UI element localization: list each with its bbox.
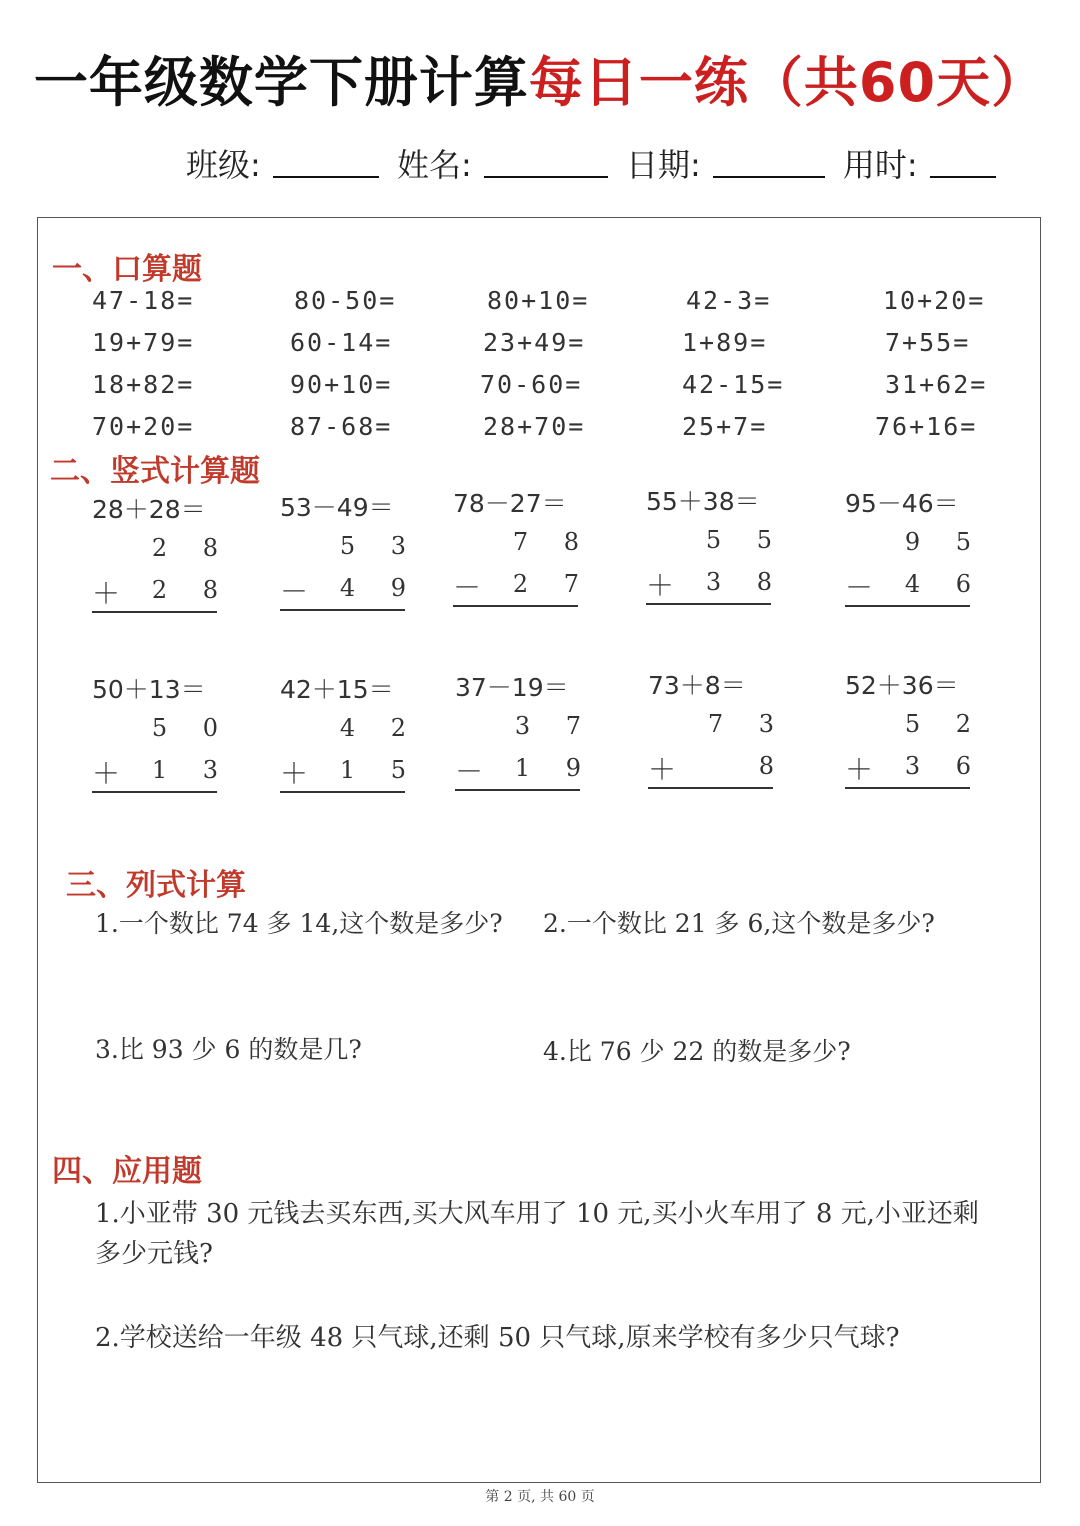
oral-question: 90+10= xyxy=(290,370,393,399)
vertical-problem xyxy=(280,670,420,820)
worksheet-frame xyxy=(37,217,1041,1483)
vertical-problem xyxy=(646,482,786,632)
oral-row xyxy=(0,370,1080,406)
operator-sign: ＋ xyxy=(92,577,121,610)
oral-row xyxy=(0,286,1080,322)
vertical-problem xyxy=(648,666,788,816)
time-label: 用时: xyxy=(842,146,918,184)
oral-row xyxy=(0,328,1080,364)
vertical-bottom-number: 1 5 xyxy=(339,756,420,784)
vertical-top-number: 3 7 xyxy=(514,712,595,740)
operator-sign: － xyxy=(453,571,482,604)
vertical-problem xyxy=(455,668,595,818)
vertical-top-number: 4 2 xyxy=(339,714,420,742)
oral-question: 25+7= xyxy=(682,412,768,441)
application-problem xyxy=(95,1194,1000,1274)
oral-question: 70+20= xyxy=(92,412,195,441)
oral-question: 10+20= xyxy=(883,286,986,315)
oral-question: 23+49= xyxy=(483,328,586,357)
answer-line xyxy=(648,787,773,789)
oral-question: 19+79= xyxy=(92,328,195,357)
name-blank[interactable] xyxy=(484,146,608,178)
date-label: 日期: xyxy=(625,146,701,184)
oral-question: 80-50= xyxy=(294,286,397,315)
word-problem: 3.比 93 少 6 的数是几? xyxy=(95,1035,362,1064)
section3-title: 三、列式计算 xyxy=(66,868,246,903)
date-blank[interactable] xyxy=(713,146,825,178)
student-info-fields xyxy=(186,140,1004,186)
vertical-expression: 95－46＝ xyxy=(845,489,959,518)
oral-question: 7+55= xyxy=(885,328,971,357)
vertical-problem xyxy=(845,484,985,634)
title-highlight: 每日一练（共60天） xyxy=(528,51,1047,114)
oral-question: 60-14= xyxy=(290,328,393,357)
oral-question: 76+16= xyxy=(875,412,978,441)
operator-sign: － xyxy=(845,571,874,604)
oral-question: 42-3= xyxy=(686,286,772,315)
oral-question: 70-60= xyxy=(480,370,583,399)
answer-line xyxy=(280,609,405,611)
class-blank[interactable] xyxy=(273,146,379,178)
operator-sign: － xyxy=(280,575,309,608)
vertical-problem xyxy=(280,488,420,638)
vertical-expression: 42＋15＝ xyxy=(280,675,394,704)
vertical-top-number: 7 8 xyxy=(512,528,593,556)
operator-sign: － xyxy=(455,755,484,788)
section2-title: 二、竖式计算题 xyxy=(50,454,260,489)
page-title xyxy=(0,40,1080,117)
vertical-top-number: 5 2 xyxy=(904,710,985,738)
operator-sign: ＋ xyxy=(280,757,309,790)
oral-question: 28+70= xyxy=(483,412,586,441)
vertical-top-number: 5 5 xyxy=(705,526,786,554)
answer-line xyxy=(453,605,578,607)
vertical-bottom-number: 1 3 xyxy=(151,756,232,784)
word-problem: 2.一个数比 21 多 6,这个数是多少? xyxy=(543,909,935,938)
application-problem xyxy=(95,1318,1000,1358)
vertical-bottom-number: 2 7 xyxy=(512,570,593,598)
title-main: 一年级数学下册计算 xyxy=(33,51,529,114)
vertical-expression: 28＋28＝ xyxy=(92,495,206,524)
class-label: 班级: xyxy=(186,146,261,184)
page-footer: 第 2 页, 共 60 页 xyxy=(485,1489,595,1505)
vertical-expression: 55＋38＝ xyxy=(646,487,760,516)
oral-question: 87-68= xyxy=(290,412,393,441)
vertical-bottom-number: 1 9 xyxy=(514,754,595,782)
answer-line xyxy=(280,791,405,793)
vertical-bottom-number: 4 6 xyxy=(904,570,985,598)
oral-question: 18+82= xyxy=(92,370,195,399)
section1-title: 一、口算题 xyxy=(52,252,202,287)
time-blank[interactable] xyxy=(930,146,996,178)
operator-sign: ＋ xyxy=(845,753,874,786)
answer-line xyxy=(845,787,970,789)
vertical-expression: 50＋13＝ xyxy=(92,675,206,704)
application-problem-text: 2.学校送给一年级 48 只气球,还剩 50 只气球,原来学校有多少只气球? xyxy=(95,1323,900,1353)
oral-question: 31+62= xyxy=(885,370,988,399)
answer-line xyxy=(92,611,217,613)
vertical-bottom-number: 4 9 xyxy=(339,574,420,602)
vertical-bottom-number: 3 8 xyxy=(705,568,786,596)
vertical-expression: 73＋8＝ xyxy=(648,671,746,700)
vertical-top-number: 5 3 xyxy=(339,532,420,560)
oral-question: 1+89= xyxy=(682,328,768,357)
oral-row xyxy=(0,412,1080,448)
operator-sign: ＋ xyxy=(648,753,677,786)
answer-line xyxy=(92,791,217,793)
vertical-bottom-number: 8 xyxy=(758,752,788,780)
operator-sign: ＋ xyxy=(646,569,675,602)
vertical-problem xyxy=(92,490,232,640)
vertical-bottom-number: 3 6 xyxy=(904,752,985,780)
vertical-problem xyxy=(92,670,232,820)
oral-question: 47-18= xyxy=(92,286,195,315)
oral-question: 42-15= xyxy=(682,370,785,399)
word-problem: 1.一个数比 74 多 14,这个数是多少? xyxy=(95,909,503,938)
vertical-expression: 52＋36＝ xyxy=(845,671,959,700)
vertical-problem xyxy=(453,484,593,634)
oral-question: 80+10= xyxy=(487,286,590,315)
vertical-expression: 53－49＝ xyxy=(280,493,394,522)
vertical-top-number: 9 5 xyxy=(904,528,985,556)
vertical-top-number: 2 8 xyxy=(151,534,232,562)
word-problem: 4.比 76 少 22 的数是多少? xyxy=(543,1037,851,1066)
answer-line xyxy=(646,603,771,605)
vertical-problem xyxy=(845,666,985,816)
vertical-expression: 37－19＝ xyxy=(455,673,569,702)
application-problem-text: 1.小亚带 30 元钱去买东西,买大风车用了 10 元,买小火车用了 8 元,小亚还剩多少元钱? xyxy=(95,1199,979,1269)
answer-line xyxy=(845,605,970,607)
answer-line xyxy=(455,789,580,791)
operator-sign: ＋ xyxy=(92,757,121,790)
vertical-expression: 78－27＝ xyxy=(453,489,567,518)
vertical-top-number: 5 0 xyxy=(151,714,232,742)
vertical-bottom-number: 2 8 xyxy=(151,576,232,604)
vertical-top-number: 7 3 xyxy=(707,710,788,738)
section4-title: 四、应用题 xyxy=(52,1154,202,1189)
name-label: 姓名: xyxy=(396,146,472,184)
